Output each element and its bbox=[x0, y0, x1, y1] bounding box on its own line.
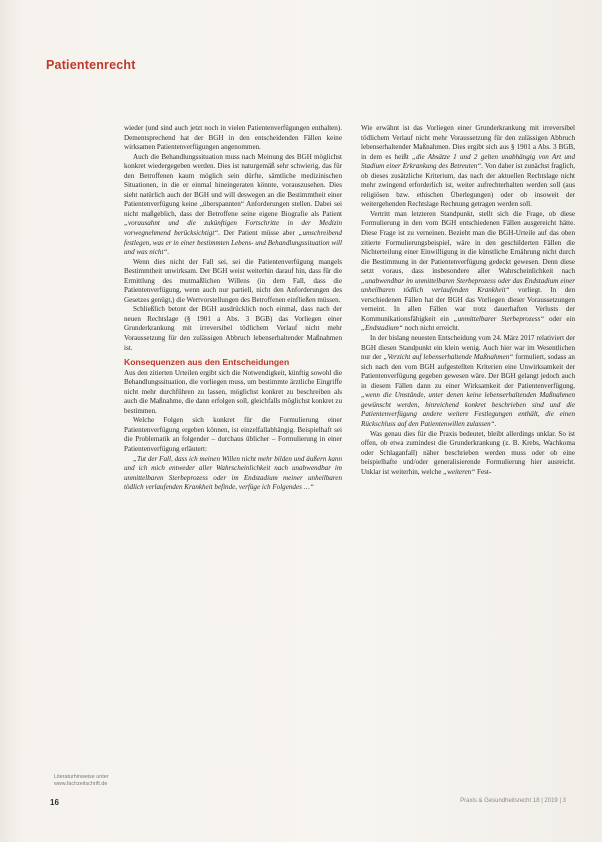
paragraph bbox=[124, 153, 342, 258]
journal-footer: Praxis & Gesundheitsrecht 18 | 2019 | 3 bbox=[460, 798, 566, 804]
quote: „wenn die Umstände, unter denen keine lebenserhaltenden Maßnahmen gewünscht werden, hinreichend konkret beschrieben sind und die Patientenverfügung andere weitere Festlegungen enthält, die einen Rückschluss auf den Patientenwillen zulassen“. bbox=[361, 391, 575, 428]
text-run: Von daher ist zunächst fraglich, ob dieses zusätzliche Kriterium, das nach der aktuellen Rechtslage nicht mehr zwingend erforderlich ist, weiter aufrechterhalten werden soll (aus religiösen bzw. ethischen Überlegungen) oder ob insoweit der weitergehenden Rechtslage Rechnung getragen werden soll. bbox=[361, 162, 575, 209]
quote-block: „Tut der Fall, dass ich meinen Willen nicht mehr bilden und äußern kann und ich mich entweder aller Wahrscheinlichkeit nach unabwendbar im unmittelbaren Sterbeprozess oder im Endstadium meiner unheilbaren tödlich verlaufenden Krankheit befinde, verfüge ich Folgendes …“ bbox=[124, 454, 342, 492]
section-title: Patientenrecht bbox=[46, 58, 136, 72]
paragraph: Aus den zitierten Urteilen ergibt sich die Notwendigkeit, künftig sowohl die Behandlungssituation, die vorliegen muss, um bestimmte ärztliche Eingriffe nicht mehr durchführen zu lassen, möglichst konkret zu beschreiben als auch die Maßnahme, die dann erfolgen soll, gleichfalls möglichst konkret zu bestimmen. bbox=[124, 368, 342, 415]
paragraph bbox=[361, 334, 575, 429]
page-number: 16 bbox=[50, 798, 59, 807]
text-run: Fest- bbox=[477, 467, 492, 476]
text-run: noch nicht erreicht. bbox=[404, 324, 460, 333]
paragraph bbox=[361, 430, 575, 478]
quote: „vorausahnt und die zukünftigen Fortschritte in der Medizin vorwegnehmend berücksichtigt“. bbox=[124, 219, 342, 238]
paragraph: Schließlich betont der BGH ausdrücklich noch einmal, dass nach der neuen Rechtslage (§ 1901 a Abs. 3 BGB) das Vorliegen einer Grunderkrankung mit irreversibel tödlichem Verlauf nicht mehr Voraussetzung für den zulässigen Abbruch lebenserhaltender Maßnahmen ist. bbox=[124, 305, 342, 352]
paragraph bbox=[361, 210, 575, 334]
text-run: Der Patient müsse aber bbox=[223, 229, 295, 238]
paragraph: wieder (und sind auch jetzt noch in vielen Patientenverfügungen enthalten). Dementsprechend hat der BGH in den entscheidenden Fällen keine wirksamen Patientenverfügungen angenommen. bbox=[124, 124, 342, 152]
subheading: Konsequenzen aus den Entscheidungen bbox=[124, 357, 290, 368]
quote: „Verzicht auf lebenserhaltende Maßnahmen“ bbox=[383, 353, 514, 362]
right-column bbox=[361, 124, 575, 477]
text-run: formuliert, sodass an sich nach den vom BGH aufgestellten Kriterien eine Unwirksamkeit der Patientenverfügung gegeben gewesen wäre. Der BGH gelangt jedoch auch in diesem Fällen dann zu einer Wirksamkeit der Patientenverfügung, bbox=[361, 353, 575, 390]
quote: „die Absätze 1 und 2 gelten unabhängig von Art und Stadium einer Erkrankung des Betreuten“. bbox=[361, 152, 575, 171]
paragraph: Welche Folgen sich konkret für die Formulierung einer Patientenverfügung ergeben können, ist einzelfallabhängig. Beispielhaft sei die Problematik an folgender – durchaus üblicher – Formulierung in einer Patientenverfügung erläutert: bbox=[124, 416, 342, 453]
text-run: Wie erwähnt ist das Vorliegen einer Grunderkrankung mit irreversibel tödlichem Verlauf nicht mehr Voraussetzung für den zulässigen Abbruch lebenserhaltender Maßnahmen. Dies ergibt sich aus § 1901 a Abs. 3 BGB, in dem es heißt bbox=[361, 124, 575, 161]
side-note: Literaturhinweise unter www.fachzeitschrift.de bbox=[54, 774, 109, 787]
text-run: vorliegt. In den verschiedenen Fällen hat der BGH das Vorliegen dieser Voraussetzungen verneint. In allen Fällen war trotz dauerhaften Verlusts der Kommunikationsfähigkeit ein bbox=[361, 286, 575, 323]
quote: „Endstadium“ bbox=[361, 324, 403, 333]
text-run: Vertritt man letzteren Standpunkt, stellt sich die Frage, ob diese Formulierung in den vom BGH entschiedenen Fällen ausgereicht hätte. Diese Frage ist zu verneinen. Bezieht man die BGH-Urteile auf das oben zitierte Formulierungsbeispiel, wäre in den geschilderten Fällen die Nichterteilung einer Einwilligung in die künstliche Ernährung nicht durch die Bestimmung in der Patientenverfügung gedeckt gewesen. Denn diese setzt voraus, dass insbesondere aller Wahrscheinlichkeit nach bbox=[361, 209, 575, 276]
quote: „umschreibend festlegen, was er in einer bestimmten Lebens- und Behandlungssituation will und was nicht“. bbox=[124, 229, 342, 257]
text-run: Was genau dies für die Praxis bedeutet, bleibt allerdings unklar. So ist offen, ob etwa zumindest die Grunderkrankung (z. B. Krebs, Wachkoma oder Schlaganfall) näher beschrieben werden muss oder ob eine beispielhafte und/oder generalisierende Formulierung hier ausreicht. Unklar ist weiterhin, welche bbox=[361, 429, 575, 476]
quote: „unabwendbar im unmittelbaren Sterbeprozess oder das Endstadium einer unheilbaren tödlich verlaufenden Krankheit“ bbox=[361, 276, 575, 295]
quote: „weiteren“ bbox=[443, 467, 476, 476]
text-run: Auch die Behandlungssituation muss nach Meinung des BGH möglichst konkret wiedergegeben werden. Dies ist naturgemäß sehr schwierig, das für den Betroffenen kaum möglich sein dürfte, sämtliche medizinischen Situationen, in die er einmal hineingeraten könnte, vorauszusehen. Dies sieht natürlich auch der BGH und will deswegen an die Bestimmtheit einer Patientenverfügung keine „überspannten“ Anforderungen stellen. Dabei sei nicht maßgeblich, dass der Betroffene seine eigene Biografie als Patient bbox=[124, 152, 342, 218]
paragraph bbox=[361, 124, 575, 210]
text-run: In der bislang neuesten Entscheidung vom 24. März 2017 relativiert der BGH diesen Standpunkt ein klein wenig. Auch hier war im Wesentlichen nur der bbox=[361, 334, 575, 362]
text-run: oder ein bbox=[548, 314, 576, 323]
quote: „unmittelbarer Sterbeprozess“ bbox=[453, 314, 545, 323]
left-column bbox=[124, 124, 342, 493]
paragraph: Wenn dies nicht der Fall sei, sei die Patientenverfügung mangels Bestimmtheit unwirksam. Der BGH weist weiterhin darauf hin, dass für die Ermittlung des mutmaßlichen Willens (in dem Fall, dass die Patientenverfügung, wenn auch nur partiell, nicht den Anforderungen des Gesetzes genügt,) die Wertvorstellungen des Betroffenen einfließen müssen. bbox=[124, 257, 342, 304]
